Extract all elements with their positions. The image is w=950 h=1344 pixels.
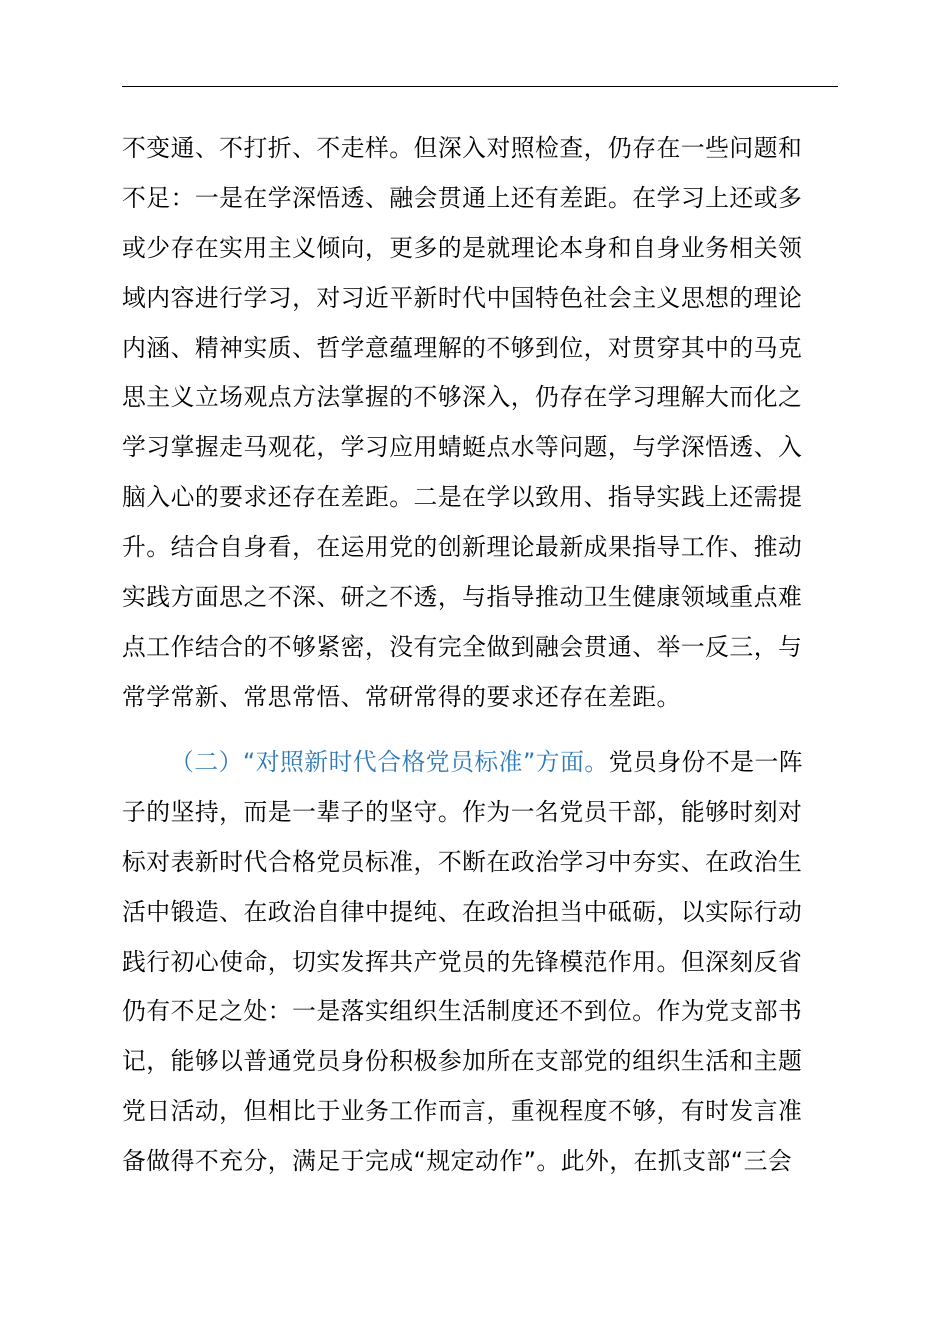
text-line: 或少存在实用主义倾向，更多的是就理论本身和自身业务相关领 <box>122 233 803 262</box>
text-line: 仍有不足之处：一是落实组织生活制度还不到位。作为党支部书 <box>122 997 803 1026</box>
paragraph-1 <box>122 124 838 723</box>
text-line: 实践方面思之不深、研之不透，与指导推动卫生健康领域重点难 <box>122 583 803 612</box>
text-line: 备做得不充分，满足于完成“规定动作”。此外，在抓支部“三会 <box>122 1147 793 1176</box>
text-line: 域内容进行学习，对习近平新时代中国特色社会主义思想的理论 <box>122 283 803 312</box>
header-rule <box>122 86 838 87</box>
text-line: 不足：一是在学深悟透、融会贯通上还有差距。在学习上还或多 <box>122 183 803 212</box>
text-line: 升。结合自身看，在运用党的创新理论最新成果指导工作、推动 <box>122 533 803 562</box>
text-line: 子的坚持，而是一辈子的坚守。作为一名党员干部，能够时刻对 <box>122 797 803 826</box>
text-line: 思主义立场观点方法掌握的不够深入，仍存在学习理解大而化之 <box>122 383 803 412</box>
text-line: 不变通、不打折、不走样。但深入对照检查，仍存在一些问题和 <box>122 134 803 162</box>
paragraph-2 <box>122 738 838 1187</box>
text-run: 党员身份不是一阵 <box>608 748 804 776</box>
text-line: 践行初心使命，切实发挥共产党员的先锋模范作用。但深刻反省 <box>122 947 803 976</box>
text-line: 记，能够以普通党员身份积极参加所在支部党的组织生活和主题 <box>122 1047 803 1076</box>
text-line: 活中锻造、在政治自律中提纯、在政治担当中砥砺，以实际行动 <box>122 897 803 926</box>
text-line: 标对表新时代合格党员标准，不断在政治学习中夯实、在政治生 <box>122 847 803 876</box>
text-line: 学习掌握走马观花，学习应用蜻蜓点水等问题，与学深悟透、入 <box>122 433 803 462</box>
text-line: 常学常新、常思常悟、常研常得的要求还存在差距。 <box>122 682 681 711</box>
section-heading: （二）“对照新时代合格党员标准”方面。 <box>170 748 609 776</box>
text-line: 点工作结合的不够紧密，没有完全做到融会贯通、举一反三，与 <box>122 632 803 661</box>
paragraph-2-first-line <box>122 738 838 788</box>
text-line: 脑入心的要求还存在差距。二是在学以致用、指导实践上还需提 <box>122 483 803 512</box>
text-line: 内涵、精神实质、哲学意蕴理解的不够到位，对贯穿其中的马克 <box>122 333 803 362</box>
text-line: 党日活动，但相比于业务工作而言，重视程度不够，有时发言准 <box>122 1097 803 1126</box>
